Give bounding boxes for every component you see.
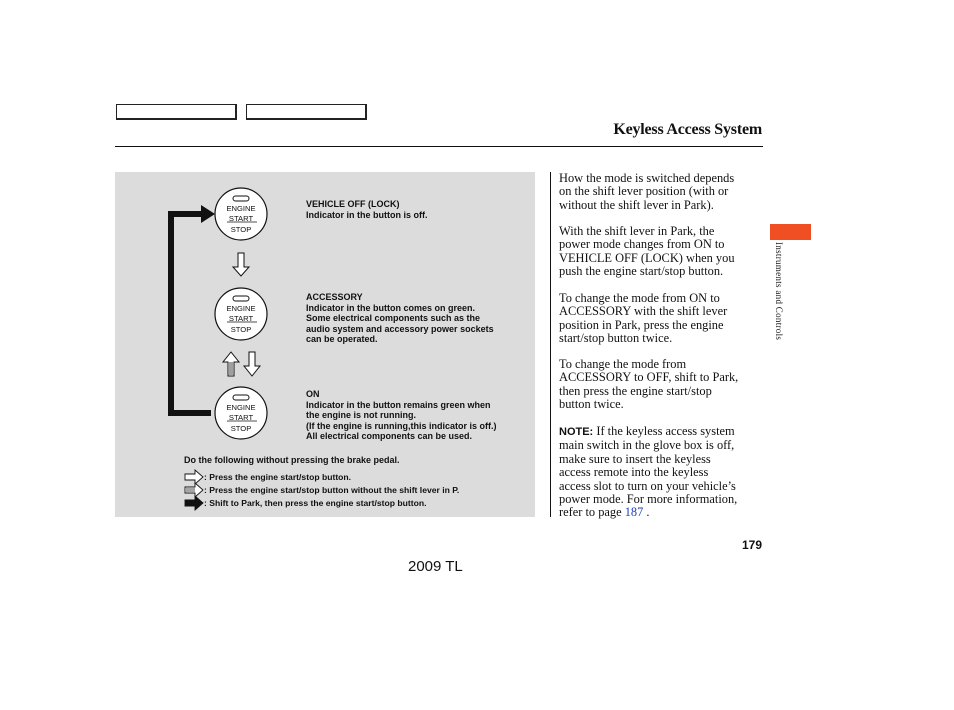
button-label-engine: ENGINE xyxy=(226,304,256,313)
column-divider xyxy=(550,172,551,517)
mode-heading-off: VEHICLE OFF (LOCK) xyxy=(306,199,400,209)
mode-text-line: All electrical components can be used. xyxy=(306,431,473,441)
paragraph-3 xyxy=(559,292,759,346)
nav-box-left[interactable] xyxy=(116,104,237,120)
section-label: Instruments and Controls xyxy=(774,242,784,341)
title-rule xyxy=(115,146,763,147)
note-paragraph xyxy=(559,425,759,520)
paragraph-1 xyxy=(559,172,759,212)
legend-double-arrow-icon xyxy=(185,483,203,497)
mode-text-line: audio system and accessory power sockets xyxy=(306,323,494,334)
mode-description-accessory xyxy=(306,292,531,345)
legend-text: : Press the engine start/stop button without the shift lever in P. xyxy=(204,484,460,495)
text-span: If the keyless access system xyxy=(593,424,735,438)
button-label-engine: ENGINE xyxy=(226,204,256,213)
text-line: without the shift lever in Park). xyxy=(559,197,714,212)
text-line: power mode. For more information, xyxy=(559,492,738,507)
text-line: How the mode is switched depends xyxy=(559,171,735,185)
legend-item xyxy=(202,470,351,483)
text-line: start/stop button twice. xyxy=(559,331,673,346)
text-line: power mode changes from ON to xyxy=(559,237,725,252)
down-arrow-icon xyxy=(233,253,249,276)
mode-text-line: Some electrical components such as the xyxy=(306,313,481,323)
mode-description-off xyxy=(306,199,531,220)
legend-item xyxy=(202,496,427,509)
text-line: make sure to insert the keyless xyxy=(559,451,711,466)
button-label-start: START xyxy=(228,413,254,422)
page-number: 179 xyxy=(741,538,762,552)
text-line: To change the mode from xyxy=(559,357,687,371)
text-line: ACCESSORY to OFF, shift to Park, xyxy=(559,370,739,385)
mode-text-line: the engine is not running. xyxy=(306,410,416,420)
nav-box-right[interactable] xyxy=(246,104,367,120)
text-line: then press the engine start/stop xyxy=(559,383,712,398)
text-line: With the shift lever in Park, the xyxy=(559,224,715,238)
paragraph-4 xyxy=(559,358,759,412)
button-label-stop: STOP xyxy=(230,325,252,334)
mode-text-line: Indicator in the button remains green when xyxy=(306,399,491,410)
button-label-engine: ENGINE xyxy=(226,403,256,412)
return-arrow xyxy=(171,205,215,413)
mode-heading-accessory: ACCESSORY xyxy=(306,292,363,302)
mode-text-line: Indicator in the button comes on green. xyxy=(306,302,476,313)
text-span: refer to page xyxy=(559,505,625,520)
mode-text-line: Indicator in the button is off. xyxy=(306,209,428,220)
text-span: . xyxy=(643,505,650,520)
mode-text-line: (If the engine is running,this indicator is off.) xyxy=(306,420,497,431)
text-line: button twice. xyxy=(559,397,624,412)
text-line: on the shift lever position (with or xyxy=(559,184,729,199)
button-label-start: START xyxy=(228,314,254,323)
button-label-start: START xyxy=(228,214,254,223)
button-label-stop: STOP xyxy=(230,424,252,433)
mode-description-on xyxy=(306,389,531,442)
text-line: ACCESSORY with the shift lever xyxy=(559,304,728,319)
text-line: access remote into the keyless xyxy=(559,465,709,480)
text-line: VEHICLE OFF (LOCK) when you xyxy=(559,250,735,265)
text-line: To change the mode from ON to xyxy=(559,291,720,305)
up-double-arrow-icon xyxy=(223,352,239,376)
text-line: access slot to turn on your vehicle’s xyxy=(559,478,736,493)
text-line: main switch in the glove box is off, xyxy=(559,438,735,453)
legend-text: : Press the engine start/stop button. xyxy=(204,471,352,482)
legend-text: : Shift to Park, then press the engine start/stop button. xyxy=(204,497,427,508)
mode-heading-on: ON xyxy=(306,389,320,399)
note-label: NOTE: xyxy=(559,426,594,438)
down-arrow-icon-2 xyxy=(244,352,260,376)
legend-item xyxy=(202,483,459,496)
paragraph-2 xyxy=(559,225,759,279)
page-title: Keyless Access System xyxy=(613,121,762,138)
page-link[interactable]: 187 xyxy=(624,505,644,520)
text-line xyxy=(559,425,759,439)
legend-single-arrow-icon xyxy=(185,470,203,484)
button-label-stop: STOP xyxy=(230,225,252,234)
text-line xyxy=(559,506,759,519)
footer-model: 2009 TL xyxy=(408,558,463,575)
section-tab xyxy=(770,224,811,240)
legend-title: Do the following without pressing the brake pedal. xyxy=(184,455,400,465)
legend-solid-arrow-icon xyxy=(185,496,203,510)
text-line: position in Park, press the engine xyxy=(559,317,724,332)
mode-text-line: can be operated. xyxy=(306,334,378,344)
text-line: push the engine start/stop button. xyxy=(559,264,724,279)
